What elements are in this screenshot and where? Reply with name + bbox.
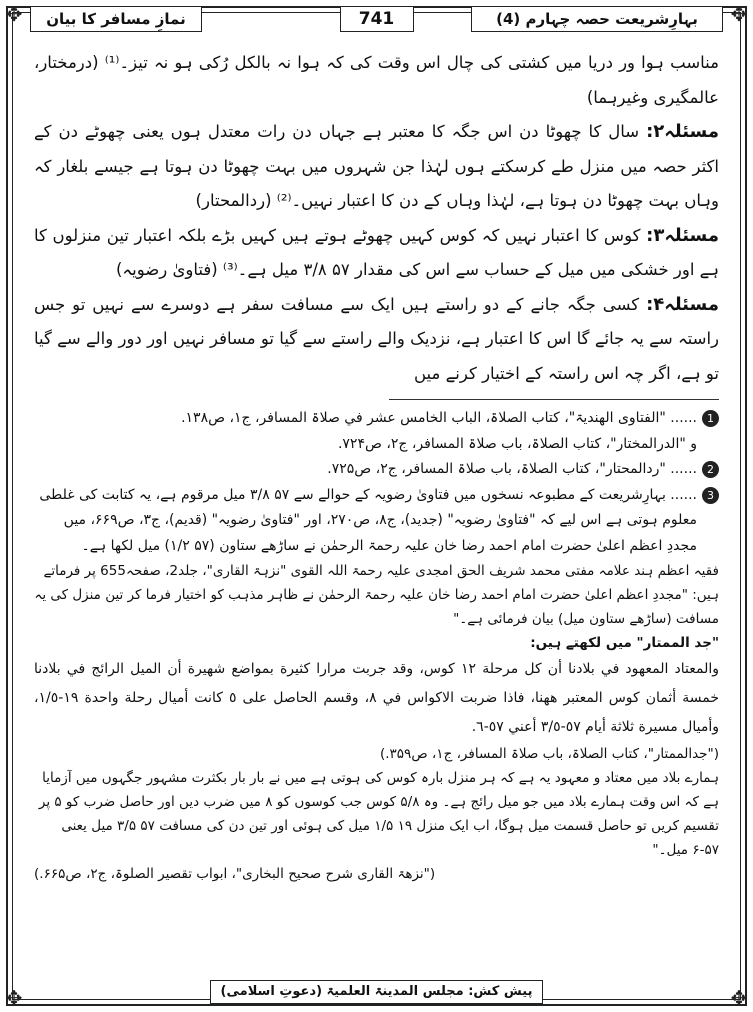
masala-label: مسئلہ۲: (646, 121, 719, 142)
footnote-1-cont (34, 432, 719, 458)
footnote-1 (34, 406, 719, 432)
page-footer (0, 980, 753, 1004)
footnote-number: 2 (702, 461, 719, 478)
masala-label: مسئلہ۴: (646, 293, 719, 315)
corner-ornament-icon: ✥ (5, 986, 23, 1010)
page-number: 741 (340, 6, 414, 32)
footnote-3-jadd: "جد الممتار" میں لکھتے ہیں: (530, 635, 719, 651)
masala-label: مسئلہ۳: (646, 224, 720, 246)
publisher-label: پیش کش: مجلس المدینۃ العلمیۃ (دعوتِ اسلامی) (210, 980, 544, 1004)
masala-text: کوس کا اعتبار نہیں کہ کوس کہیں چھوٹے ہوتے ہیں کہیں بڑے بلکہ اعتبار تین منزلوں کا ہے اور خشکی میں میل کے حساب سے اس کی مقدار ۵۷ ۳/۸ میل ہے۔⁽³⁾ (فتاویٰ رضویہ) (34, 225, 719, 279)
corner-ornament-icon: ✥ (5, 2, 23, 26)
chapter-title: نمازِ مسافر کا بیان (30, 6, 202, 32)
footnote-3 (34, 483, 719, 560)
arabic-quote: والمعتاد المعهود في بلادنا أن كل مرحلة ١٢ كوس، وقد جربت مرارا كثيرة بمواضع شهيرة أن الميل الرائج في بلادنا خمسة أثمان كوس المعتبر ههنا، فاذا ضربت الاكواس في ٨، وقسم الحاصل على ٥ كانت أميال رحلة واحدة ١٩-١/٥، وأميال مسيرة ثلاثة أيام ٥٧-٣/٥ أعني ٥٧-٦. (34, 661, 720, 735)
masala-4 (34, 288, 719, 392)
footnote-number: 3 (702, 487, 719, 504)
corner-ornament-icon: ✥ (730, 2, 748, 26)
footnote-text: ...... "ردالمحتار"، کتاب الصلاۃ، باب صلاۃ المسافر، ج۲، ص۷۲۵. (327, 461, 697, 477)
reference-nuzha: ("نزھۃ القاری شرح صحیح البخاری"، ابواب تقصیر الصلوۃ، ج۲، ص۶۶۵.) (34, 866, 436, 882)
masala-text: کسی جگہ جانے کے دو راستے ہیں ایک سے مسافت سفر ہے دوسرے سے نہیں تو جس راستہ سے یہ جائے گا اس کا اعتبار ہے، نزدیک والے راستے سے گیا تو مسافر نہیں اور دور والے سے گیا تو ہے، اگر چہ اس راستہ کے اختیار کرنے میں (34, 294, 719, 383)
reference-jadd: ("جدالممتار"، کتاب الصلاۃ، باب صلاۃ المسافر، ج۱، ص۳۵۹.) (379, 746, 719, 762)
masala-3 (34, 219, 719, 288)
page-header (30, 6, 723, 34)
footnote-number: 1 (702, 410, 719, 427)
footnote-text: و "الدرالمختار"، کتاب الصلاۃ، باب صلاۃ المسافر، ج۲، ص۷۲۴. (337, 435, 697, 452)
page-content (34, 46, 719, 886)
urdu-translation: ہمارے بلاد میں معتاد و معہود یہ ہے کہ ہر منزل بارہ کوس کی ہوتی ہے میں نے بار بار بکثرت مشہور جگہوں میں آزمایا ہے کہ اس وقت ہمارے بلاد میں جو میل رائج ہے۔ وہ ۵/۸ کوس جب کوسوں کو ۸ میں ضرب دیں اور حاصل ضرب کو ۵ پر تقسیم کریں تو حاصل قسمت میل ہوگا، اب ایک منزل ۱۹ ۱/۵ میل کی ہوئی اور تین دن کی مسافت ۵۷ ۳/۵ میل یعنی ۵۷-۶ میل۔" (38, 770, 719, 858)
footnotes (34, 406, 719, 559)
footnote-3-quote: فقیہ اعظم ہند علامہ مفتی محمد شریف الحق امجدی علیہ رحمۃ اللہ القوی "نزہۃ القاری"، جلد2، صفحہ655 پر فرماتے ہیں: "مجددِ اعظم اعلیٰ حضرت امام احمد رضا خان علیہ رحمۃ الرحمٰن نے ظاہر مذہب کو اختیار فرما کر تین منزل کی یہ مسافت (ساڑھے ستاون میل) بیان فرمائی ہے۔" (34, 563, 719, 627)
corner-ornament-icon: ✥ (730, 986, 748, 1010)
masala-text: سال کا چھوٹا دن اس جگہ کا معتبر ہے جہاں دن رات معتدل ہوں یعنی چھوٹے دن کے اکثر حصہ میں منزل طے کرسکتے ہوں لہٰذا جن شہروں میں بہت چھوٹا دن ہوتا ہے جیسے بلغار کہ وہاں بہت چھوٹا دن ہوتا ہے، لہٰذا وہاں کے دن کا اعتبار نہیں۔⁽²⁾ (ردالمحتار) (34, 122, 719, 210)
masala-2 (34, 115, 719, 219)
paragraph-intro: مناسب ہوا ور دریا میں کشتی کی چال اس وقت کی کہ ہوا نہ بالکل رُکی ہو نہ تیز۔⁽¹⁾ (درمختار، عالمگیری وغیرہما) (34, 53, 719, 107)
book-part-label: بہارِشریعت حصہ چہارم (4) (471, 6, 723, 32)
footnote-separator (389, 399, 719, 400)
footnote-text: ...... بہارِشریعت کے مطبوعہ نسخوں میں فتاویٰ رضویہ کے حوالے سے ۵۷ ۳/۸ میل مرقوم ہے، یہ کتابت کی غلطی معلوم ہوتی ہے اس لیے کہ "فتاویٰ رضویہ" (جدید)، ج۸، ص۲۷۰، اور "فتاویٰ رضویہ" (قدیم)، ج۳، ص۶۶۹، میں مجددِ اعظم اعلیٰ حضرت امام احمد رضا خان علیہ رحمۃ الرحمٰن نے ساڑھے ستاون (۵۷ ۱/۲) میل لکھا ہے۔ (39, 486, 697, 554)
footnote-2 (34, 457, 719, 483)
footnote-text: ...... "الفتاوی الھندیۃ"، کتاب الصلاۃ، الباب الخامس عشر في صلاۃ المسافر، ج۱، ص۱۳۸. (181, 410, 697, 426)
